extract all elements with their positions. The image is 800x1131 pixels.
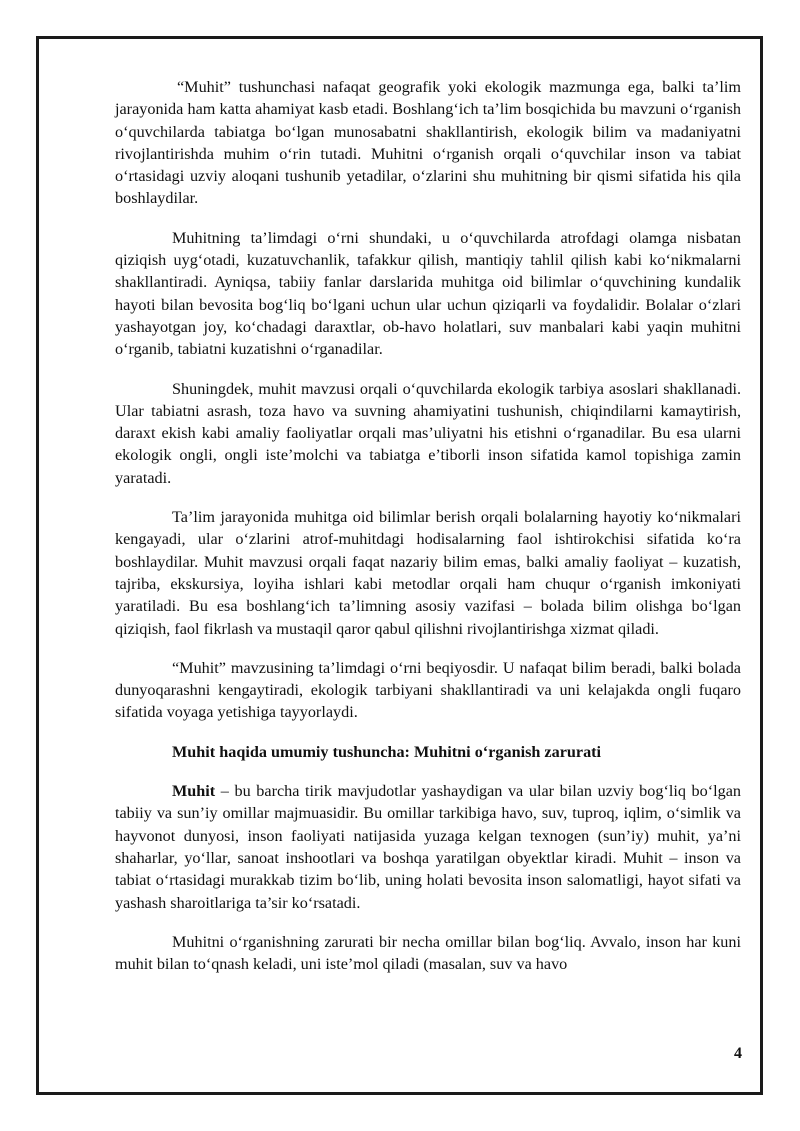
definition-term: Muhit	[172, 782, 216, 801]
paragraph-last: Muhitni o‘rganishning zarurati bir necha omillar bilan bog‘liq. Avvalo, inson har kuni muhit bilan to‘qnash keladi, uni iste’mol qiladi (masalan, suv va havo	[115, 932, 741, 974]
page-number: 4	[734, 1045, 742, 1062]
definition-paragraph	[115, 780, 741, 914]
paragraph-3: Shuningdek, muhit mavzusi orqali o‘quvchilarda ekologik tarbiya asoslari shakllanadi. Ular tabiatni asrash, toza havo va suvning ahamiyatini tushunish, chiqindilarni kamaytirish, daraxt ekish kabi amaliy faoliyatlar orqali mas’uliyatni his etishni o‘rganadilar. Bu esa ularni ekologik ongli, ongli iste’molchi va tabiatga e’tiborli inson sifatida kamol topishiga zamin yaratadi.	[115, 379, 741, 487]
document-body	[115, 76, 741, 992]
definition-text: – bu barcha tirik mavjudotlar yashaydigan va ular bilan uzviy bog‘liq bo‘lgan tabiiy va sun’iy omillar majmuasidir. Bu omillar tarkibiga havo, suv, tuproq, iqlim, o‘simlik va hayvonot dunyosi, inson faoliyati natijasida yuzaga kelgan texnogen (sun’iy) muhit, ya’ni shaharlar, yo‘llar, sanoat inshootlari va boshqa yaratilgan obyektlar kiradi. Muhit – inson va tabiat o‘rtasidagi murakkab tizim bo‘lib, uning holati bevosita inson salomatligi, hayot sifati va yashash sharoitlariga ta’sir ko‘rsatadi.	[115, 782, 741, 912]
paragraph-4: Ta’lim jarayonida muhitga oid bilimlar berish orqali bolalarning hayotiy ko‘nikmalari kengayadi, ular o‘zlarini atrof-muhitdagi hodisalarning faol ishtirokchisi sifatida ko‘ra boshlaydilar. Muhit mavzusi orqali faqat nazariy bilim emas, balki amaliy faoliyat – kuzatish, tajriba, ekskursiya, loyiha ishlari kabi metodlar orqali ham chuqur o‘rganish imkoniyati yaratiladi. Bu esa boshlang‘ich ta’limning asosiy vazifasi – bolada bilim olishga bo‘lgan qiziqish, faol fikrlash va mustaqil qaror qabul qilishni rivojlantirishga xizmat qiladi.	[115, 508, 741, 638]
paragraph-1: “Muhit” tushunchasi nafaqat geografik yoki ekologik mazmunga ega, balki ta’lim jarayonida ham katta ahamiyat kasb etadi. Boshlang‘ich ta’lim bosqichida bu mavzuni o‘rganish o‘quvchilarda tabiatga bo‘lgan munosabatni shakllantirish, ekologik bilim va madaniyatni rivojlantirishda muhim o‘rin tutadi. Muhitni o‘rganish orqali o‘quvchilar inson va tabiat o‘rtasidagi uzviy aloqani tushunib yetadilar, o‘zlarini shu muhitning bir qismi sifatida his qila boshlaydilar.	[115, 78, 741, 208]
section-heading: Muhit haqida umumiy tushuncha: Muhitni o‘rganish zarurati	[172, 742, 602, 761]
paragraph-2: Muhitning ta’limdagi o‘rni shundaki, u o‘quvchilarda atrofdagi olamga nisbatan qiziqish uyg‘otadi, kuzatuvchanlik, tafakkur qilish, mantiqiy tahlil qilish kabi ko‘nikmalarni shakllantiradi. Ayniqsa, tabiiy fanlar darslarida muhitga oid bilimlar o‘quvchining kundalik hayoti bilan bevosita bog‘liq bo‘lgani uchun ular uchun qiziqarli va foydalidir. Bolalar o‘zlari yashayotgan joy, ko‘chadagi daraxtlar, ob-havo holatlari, suv manbalari kabi yaqin muhitni o‘rganib, tabiatni kuzatishni o‘rganadilar.	[115, 228, 741, 359]
paragraph-5: “Muhit” mavzusining ta’limdagi o‘rni beqiyosdir. U nafaqat bilim beradi, balki bolada dunyoqarashni kengaytiradi, ekologik tarbiyani shakllantiradi va uni kelajakda ongli fuqaro sifatida voyaga yetishiga tayyorlaydi.	[115, 658, 741, 722]
